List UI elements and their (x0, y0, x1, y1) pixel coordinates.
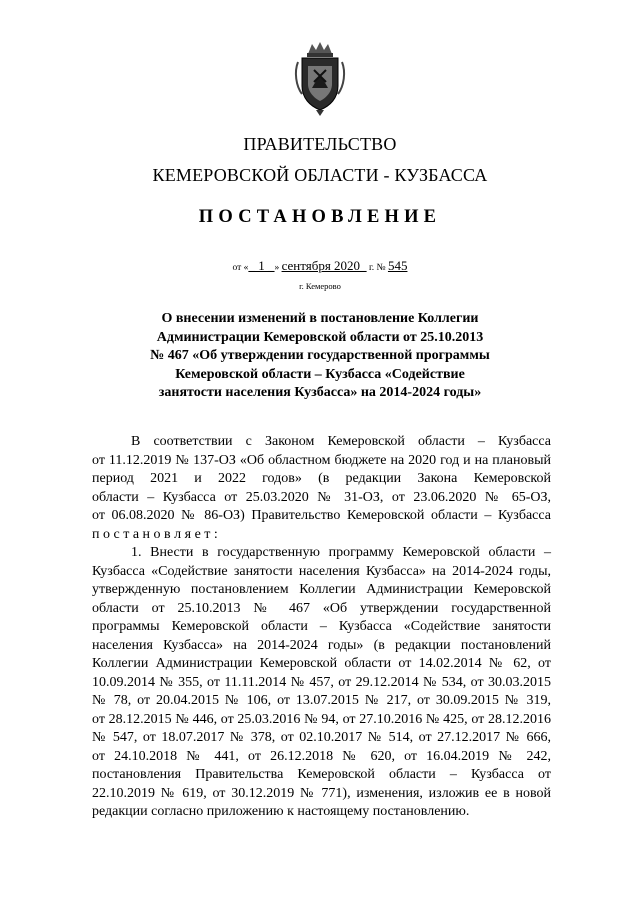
body-line: области от 25.10.2013 № 467 «Об утверждении государственной (92, 600, 551, 616)
date-number-line (0, 258, 640, 274)
body-line: Кузбасса «Содействие занятости населения Кузбасса» на 2014-2024 годы, (92, 563, 551, 579)
body-line: от 06.08.2020 № 86-ОЗ) Правительство Кемеровской области – Кузбасса (92, 508, 551, 523)
document-body (92, 433, 551, 822)
date-month-year: сентября 2020_ (281, 258, 367, 273)
title-line: Администрации Кемеровской области от 25.10.2013 (156, 329, 484, 345)
body-line: программы Кемеровской области – Кузбасса «Содействие занятости (92, 619, 551, 634)
body-line: 1. Внести в государственную программу Кемеровской области – (131, 545, 551, 560)
body-line: редакции согласно приложению к настоящему постановлению. (92, 804, 470, 819)
body-line: В соответствии с Законом Кемеровской области – Кузбасса (131, 434, 551, 449)
body-line: от 11.12.2019 № 137-ОЗ «Об областном бюджете на 2020 год и на плановый (92, 452, 551, 468)
document-type-title: ПОСТАНОВЛЕНИЕ (198, 207, 442, 227)
kemerovo-coat-of-arms-icon (294, 40, 346, 116)
title-line: № 467 «Об утверждении государственной программы (150, 348, 490, 363)
body-line: постановления Правительства Кемеровской области – Кузбасса от (92, 767, 551, 782)
title-line: Кемеровской области – Кузбасса «Содействие (175, 366, 465, 382)
city-name: г. Кемерово (299, 281, 341, 291)
body-line: населения Кузбасса» на 2014-2024 годы» (в редакции постановлений (92, 637, 551, 653)
body-line: период 2021 и 2022 годов» (в редакции Закона Кемеровской (92, 471, 551, 486)
body-line: от 24.10.2018 № 441, от 26.12.2018 № 620, от 16.04.2019 № 242, (92, 748, 551, 764)
date-day: _ 1 _ (248, 258, 275, 273)
title-line: занятости населения Кузбасса» на 2014-2024 годы» (158, 385, 482, 400)
document-number: 545 (387, 258, 408, 273)
date-prefix: от « (232, 263, 249, 273)
body-line: № 78, от 20.04.2015 № 106, от 13.07.2015 № 217, от 30.09.2015 № 319, (92, 693, 551, 708)
body-line: Коллегии Администрации Кемеровской области от 14.02.2014 № 62, от (92, 656, 551, 671)
body-line: п о с т а н о в л я е т : (92, 526, 218, 542)
government-name-line1: ПРАВИТЕЛЬСТВО (243, 134, 397, 154)
date-mid: » (274, 263, 282, 273)
body-line: утвержденную постановлением Коллегии Администрации Кемеровской (92, 582, 551, 597)
body-line: от 28.12.2015 № 446, от 25.03.2016 № 94, от 27.10.2016 № 425, от 28.12.2016 (92, 711, 551, 727)
body-line: 10.09.2014 № 355, от 11.11.2014 № 457, от 29.12.2014 № 534, от 30.03.2015 (92, 674, 551, 690)
body-line: 22.10.2019 № 619, от 30.12.2019 № 771), изменения, изложив ее в новой (92, 785, 551, 801)
body-line: области – Кузбасса от 25.03.2020 № 31-ОЗ, от 23.06.2020 № 65-ОЗ, (92, 489, 551, 505)
document-subject-title (150, 310, 490, 403)
body-line: № 547, от 18.07.2017 № 378, от 02.10.2017 № 514, от 27.12.2017 № 666, (92, 730, 551, 745)
date-year-suffix: г. № (366, 263, 388, 273)
title-line: О внесении изменений в постановление Коллегии (161, 311, 479, 326)
government-name-line2: КЕМЕРОВСКОЙ ОБЛАСТИ - КУЗБАССА (152, 165, 488, 185)
